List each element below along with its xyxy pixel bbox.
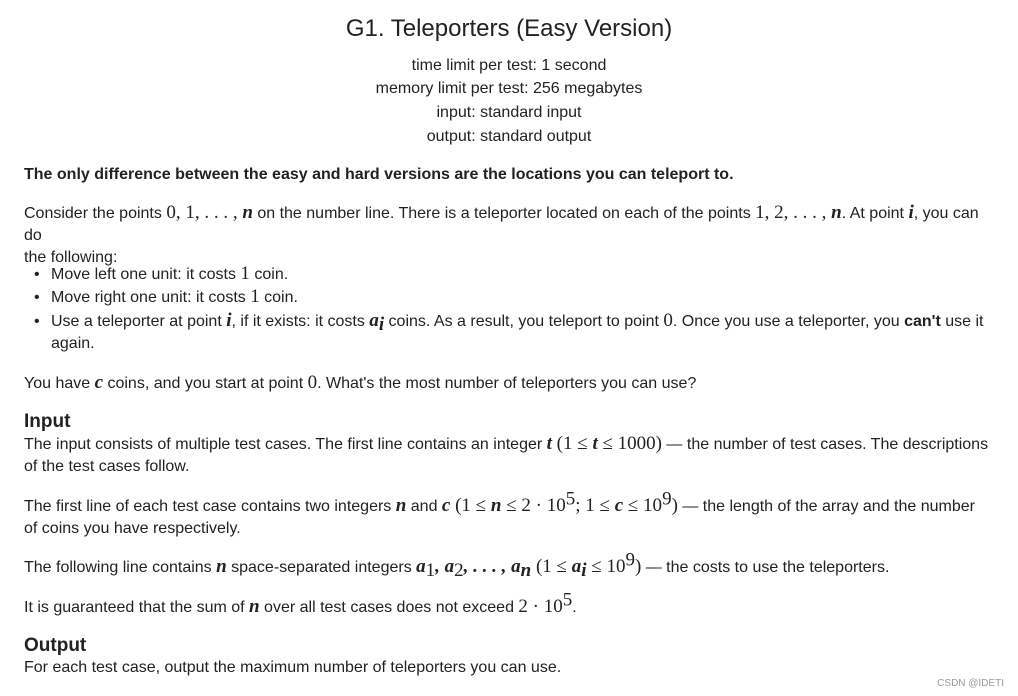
list-item: Use a teleporter at point i, if it exists: it costs $a_i$ coins. As a result, you teleport to point 0. Once you use a teleporter, you can't use it again. <box>51 310 984 352</box>
bullet-dot: • <box>34 266 40 283</box>
problem-title: G1. Teleporters (Easy Version) <box>345 15 673 42</box>
output-paragraph: For each test case, output the maximum number of teleporters you can use. <box>24 659 562 676</box>
list-item: Move left one unit: it costs 1 coin. <box>51 263 289 284</box>
statement-paragraph-2: You have c coins, and you start at point 0. What's the most number of teleporters you can use? <box>24 372 697 393</box>
watermark: CSDN @IDETI <box>937 678 1004 689</box>
list-item: Move right one unit: it costs 1 coin. <box>51 286 298 307</box>
difference-note: The only difference between the easy and hard versions are the locations you can teleport to. <box>24 166 734 183</box>
output-heading: Output <box>24 635 87 656</box>
statement-paragraph-1: Consider the points 0, 1, . . . , n on the number line. There is a teleporter located on each of the points 1, 2, . . . , n. At point i, you can do the following: <box>24 202 979 266</box>
bullet-dot: • <box>34 313 40 330</box>
time-limit: time limit per test: 1 second <box>411 57 607 74</box>
input-paragraph-1: The input consists of multiple test cases. The first line contains an integer t (1 ≤ t ≤ 1000) — the number of test cases. The descriptions of the test cases follow. <box>24 433 989 475</box>
input-heading: Input <box>24 411 71 432</box>
input-spec: input: standard input <box>436 104 582 121</box>
input-paragraph-2: The first line of each test case contains two integers n and c ($1 \le n \le 2 \cdot 10^5$; $1 \le c \le 10^9$) — the length of the array and the number of coins you have respectively. <box>24 488 975 537</box>
bullet-dot: • <box>34 289 40 306</box>
input-paragraph-4: It is guaranteed that the sum of n over all test cases does not exceed $2 \cdot 10^5$. <box>24 589 577 617</box>
input-paragraph-3: The following line contains n space-separated integers $a_1$, $a_2$, . . . , $a_n$ $(1 \le a_i \le 10^9)$ — the costs to use the teleporters. <box>24 549 890 582</box>
memory-limit: memory limit per test: 256 megabytes <box>375 80 643 97</box>
output-spec: output: standard output <box>426 128 592 145</box>
